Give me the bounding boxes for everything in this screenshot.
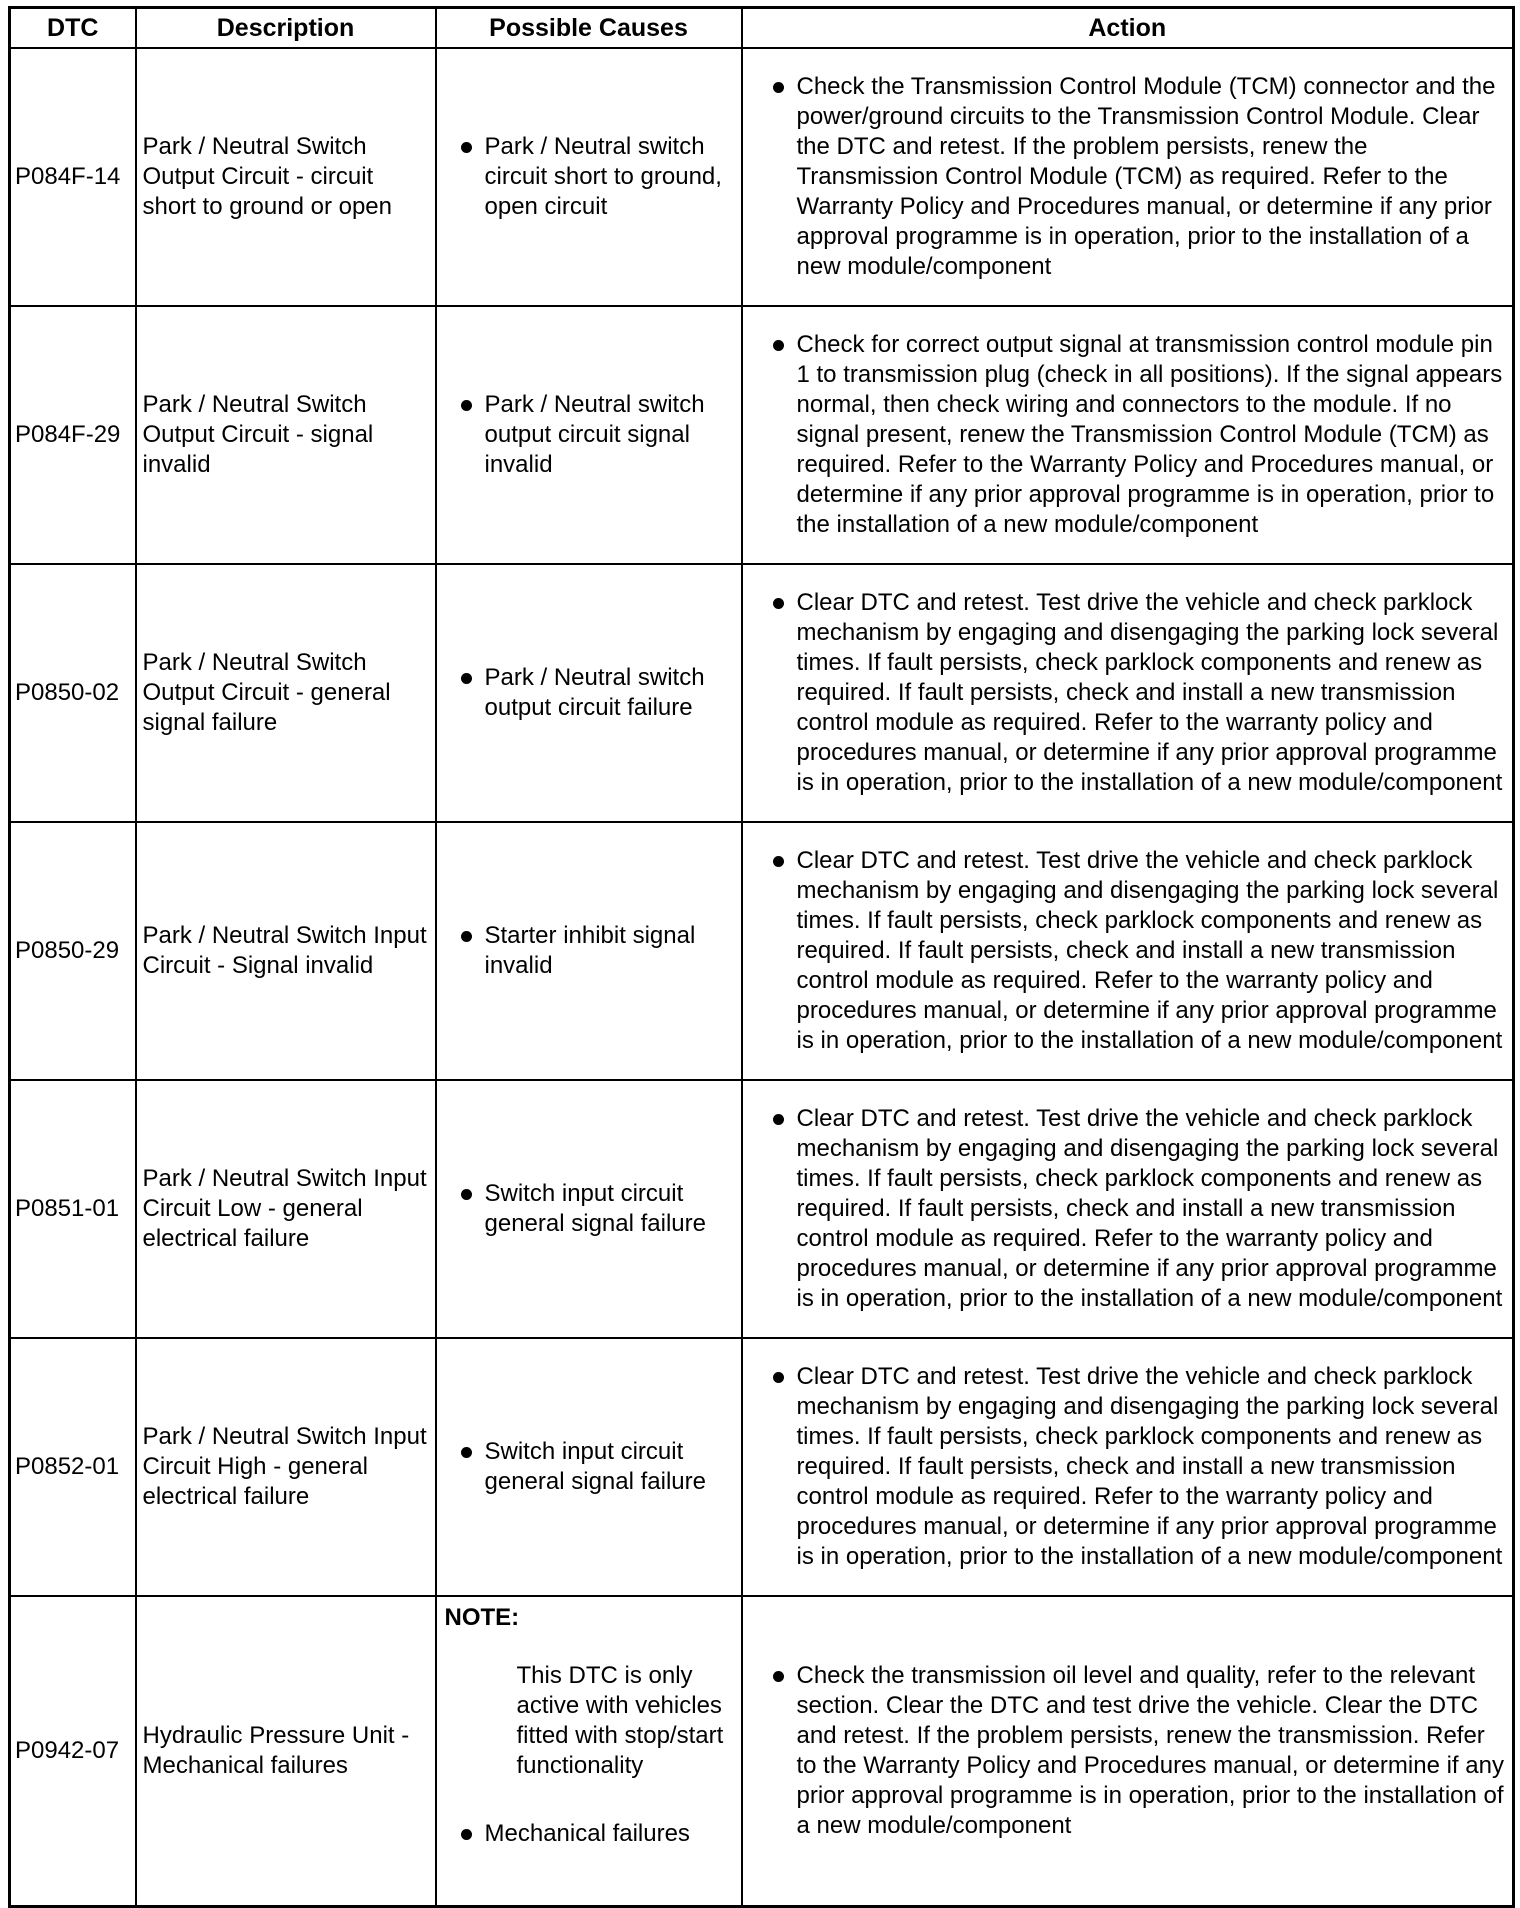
description-cell: Hydraulic Pressure Unit - Mechanical failures	[136, 1596, 436, 1907]
description-cell: Park / Neutral Switch Input Circuit - Signal invalid	[136, 822, 436, 1080]
dtc-code: P0850-29	[10, 822, 136, 1080]
cause-text: Park / Neutral switch output circuit failure	[484, 664, 705, 721]
bullet-dot-icon	[461, 400, 472, 411]
action-bullet	[751, 1104, 1505, 1314]
action-bullet	[751, 1661, 1505, 1841]
bullet-dot-icon	[773, 1671, 784, 1682]
action-cell	[742, 48, 1514, 306]
description-cell: Park / Neutral Switch Input Circuit Low - general electrical failure	[136, 1080, 436, 1338]
description-cell: Park / Neutral Switch Input Circuit High - general electrical failure	[136, 1338, 436, 1596]
action-cell	[742, 1080, 1514, 1338]
cause-text: Park / Neutral switch circuit short to ground, open circuit	[484, 133, 722, 220]
action-bullet	[751, 1362, 1505, 1572]
dtc-code: P084F-29	[10, 306, 136, 564]
cause-bullet	[445, 1437, 733, 1497]
dtc-code: P0942-07	[10, 1596, 136, 1907]
action-text: Clear DTC and retest. Test drive the vehicle and check parklock mechanism by engaging and disengaging the parking lock several times. If fault persists, check parklock components and renew as required. If fault persists, check and install a new transmission control module as required. Refer to the warranty policy and procedures manual, or determine if any prior approval programme is in operation, prior to the installation of a new module/component	[796, 847, 1503, 1054]
dtc-code: P0852-01	[10, 1338, 136, 1596]
cause-cell	[436, 564, 742, 822]
description-cell: Park / Neutral Switch Output Circuit - circuit short to ground or open	[136, 48, 436, 306]
cause-cell	[436, 48, 742, 306]
dtc-code: P084F-14	[10, 48, 136, 306]
table-row	[10, 1080, 1514, 1338]
action-text: Check for correct output signal at transmission control module pin 1 to transmission plug (check in all positions). If the signal appears normal, then check wiring and connectors to the module. If no signal present, renew the Transmission Control Module (TCM) as required. Refer to the Warranty Policy and Procedures manual, or determine if any prior approval programme is in operation, prior to the installation of a new module/component	[796, 331, 1503, 538]
dtc-code: P0850-02	[10, 564, 136, 822]
action-cell	[742, 564, 1514, 822]
cause-cell	[436, 1080, 742, 1338]
bullet-dot-icon	[773, 1372, 784, 1383]
bullet-dot-icon	[773, 1114, 784, 1125]
action-text: Clear DTC and retest. Test drive the vehicle and check parklock mechanism by engaging and disengaging the parking lock several times. If fault persists, check parklock components and renew as required. If fault persists, check and install a new transmission control module as required. Refer to the warranty policy and procedures manual, or determine if any prior approval programme is in operation, prior to the installation of a new module/component	[796, 1105, 1503, 1312]
bullet-dot-icon	[461, 931, 472, 942]
description-cell: Park / Neutral Switch Output Circuit - signal invalid	[136, 306, 436, 564]
bullet-dot-icon	[461, 142, 472, 153]
bullet-dot-icon	[773, 340, 784, 351]
cause-bullet	[445, 1179, 733, 1239]
cause-bullet	[445, 663, 733, 723]
note-label: NOTE:	[444, 1604, 520, 1631]
note-text: This DTC is only active with vehicles fitted with stop/start functionality	[516, 1662, 724, 1779]
action-cell	[742, 1338, 1514, 1596]
table-row	[10, 564, 1514, 822]
header-possible-causes: Possible Causes	[436, 8, 742, 49]
cause-bullet	[445, 921, 733, 981]
table-row	[10, 822, 1514, 1080]
bullet-dot-icon	[773, 82, 784, 93]
action-bullet	[751, 846, 1505, 1056]
bullet-dot-icon	[773, 856, 784, 867]
bullet-dot-icon	[461, 1189, 472, 1200]
table-header-row	[10, 8, 1514, 49]
bullet-dot-icon	[461, 1447, 472, 1458]
cause-text: Park / Neutral switch output circuit signal invalid	[484, 391, 705, 478]
header-description: Description	[136, 8, 436, 49]
dtc-table-container	[8, 6, 1512, 1847]
cause-text: Starter inhibit signal invalid	[484, 922, 696, 979]
action-text: Clear DTC and retest. Test drive the vehicle and check parklock mechanism by engaging and disengaging the parking lock several times. If fault persists, check parklock components and renew as required. If fault persists, check and install a new transmission control module as required. Refer to the warranty policy and procedures manual, or determine if any prior approval programme is in operation, prior to the installation of a new module/component	[796, 589, 1503, 796]
dtc-code: P0851-01	[10, 1080, 136, 1338]
cause-text: Switch input circuit general signal failure	[484, 1438, 706, 1495]
action-cell	[742, 822, 1514, 1080]
table-row	[10, 306, 1514, 564]
bullet-dot-icon	[773, 598, 784, 609]
cause-cell	[436, 822, 742, 1080]
cause-cell	[436, 1338, 742, 1596]
cause-text: Switch input circuit general signal failure	[484, 1180, 706, 1237]
dtc-table	[8, 6, 1515, 1908]
header-dtc: DTC	[10, 8, 136, 49]
table-row	[10, 48, 1514, 306]
cause-cell	[436, 306, 742, 564]
table-row	[10, 1596, 1514, 1907]
action-cell	[742, 1596, 1514, 1907]
table-row	[10, 1338, 1514, 1596]
header-action: Action	[742, 8, 1514, 49]
action-text: Check the transmission oil level and quality, refer to the relevant section. Clear the DTC and test drive the vehicle. Clear the DTC and retest. If the problem persists, renew the transmission. Refer to the Warranty Policy and Procedures manual, or determine if any prior approval programme is in operation, prior to the installation of a new module/component	[796, 1662, 1504, 1839]
description-cell: Park / Neutral Switch Output Circuit - general signal failure	[136, 564, 436, 822]
cause-cell	[436, 1596, 742, 1907]
action-text: Clear DTC and retest. Test drive the vehicle and check parklock mechanism by engaging and disengaging the parking lock several times. If fault persists, check parklock components and renew as required. If fault persists, check and install a new transmission control module as required. Refer to the warranty policy and procedures manual, or determine if any prior approval programme is in operation, prior to the installation of a new module/component	[796, 1363, 1503, 1570]
cause-bullet	[445, 132, 733, 222]
bullet-dot-icon	[461, 673, 472, 684]
cause-bullet	[445, 390, 733, 480]
cause-bullet	[445, 1819, 733, 1849]
action-bullet	[751, 330, 1505, 540]
action-text: Check the Transmission Control Module (TCM) connector and the power/ground circuits to the Transmission Control Module. Clear the DTC and retest. If the problem persists, renew the Transmission Control Module (TCM) as required. Refer to the Warranty Policy and Procedures manual, or determine if any prior approval programme is in operation, prior to the installation of a new module/component	[796, 73, 1496, 280]
action-bullet	[751, 72, 1505, 282]
bullet-dot-icon	[461, 1829, 472, 1840]
action-cell	[742, 306, 1514, 564]
cause-text: Mechanical failures	[484, 1820, 690, 1847]
action-bullet	[751, 588, 1505, 798]
